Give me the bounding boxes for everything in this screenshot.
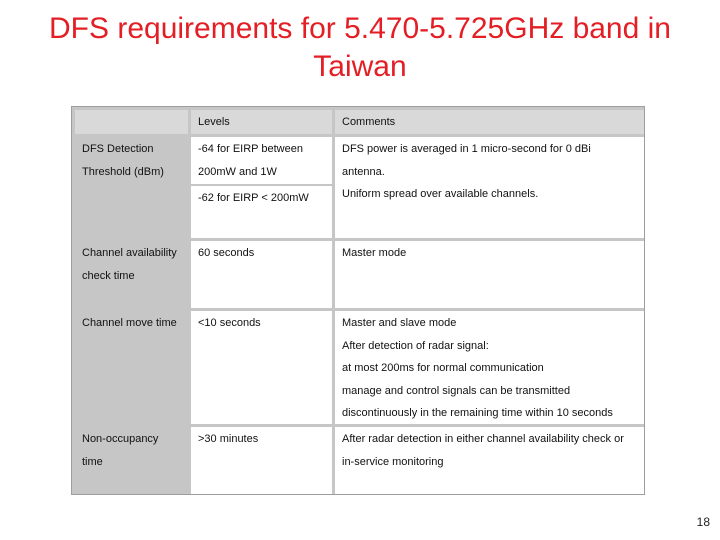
dfs-requirements-table <box>71 106 645 495</box>
row-not-levels-line-1: >30 minutes <box>198 433 259 445</box>
levels-line-3: -62 for EIRP < 200mW <box>198 192 309 204</box>
row-dfs-label-line-1: DFS Detection <box>82 143 154 155</box>
row-cac-levels <box>191 241 332 308</box>
page-number: 18 <box>696 515 710 529</box>
row-cac-comments <box>335 241 644 308</box>
row-not-levels <box>191 427 332 494</box>
comment-line-1: DFS power is averaged in 1 micro-second for 0 dBi <box>342 143 591 155</box>
header-cell-levels: Levels <box>191 110 332 134</box>
header-cell-comments: Comments <box>335 110 644 134</box>
row-dfs-levels-upper <box>191 137 332 184</box>
levels-line-1: -64 for EIRP between <box>198 143 303 155</box>
table-grid <box>72 107 644 494</box>
row-not-comment-line-2: in-service monitoring <box>342 455 444 468</box>
row-cac-comment-line-1: Master mode <box>342 247 407 259</box>
slide-title-line-2: Taiwan <box>313 50 407 83</box>
row-cmt-comment-line-4: manage and control signals can be transmitted <box>342 384 571 397</box>
header-cell-blank <box>75 110 188 134</box>
row-dfs-label <box>75 137 188 238</box>
row-cmt-comment-line-1: Master and slave mode <box>342 317 457 329</box>
row-cmt-levels <box>191 311 332 424</box>
row-not-label-line-2: time <box>82 455 103 468</box>
row-cac-label-line-1: Channel availability <box>82 247 177 259</box>
row-cmt-comments <box>335 311 644 424</box>
row-cmt-comment-line-5: discontinuously in the remaining time within 10 seconds <box>342 407 613 419</box>
row-dfs-comments <box>335 137 644 238</box>
row-cmt-comment-line-2: After detection of radar signal: <box>342 339 489 352</box>
comment-line-3: Uniform spread over available channels. <box>342 188 539 200</box>
comment-line-2: antenna. <box>342 165 385 178</box>
row-not-comments <box>335 427 644 494</box>
row-cmt-comment-line-3: at most 200ms for normal communication <box>342 362 544 374</box>
row-not-label <box>75 427 188 494</box>
row-cac-label <box>75 241 188 308</box>
row-cac-label-line-2: check time <box>82 269 135 282</box>
row-cmt-label-line-1: Channel move time <box>82 317 177 329</box>
row-dfs-levels-lower <box>191 186 332 238</box>
row-cac-levels-line-1: 60 seconds <box>198 247 255 259</box>
levels-line-2: 200mW and 1W <box>198 165 277 178</box>
row-cmt-levels-line-1: <10 seconds <box>198 317 261 329</box>
slide-title-line-1: DFS requirements for 5.470-5.725GHz band in <box>49 12 671 45</box>
slide-title <box>0 10 720 86</box>
row-not-comment-line-1: After radar detection in either channel availability check or <box>342 433 624 445</box>
row-dfs-label-line-2: Threshold (dBm) <box>82 165 164 178</box>
row-cmt-label <box>75 311 188 424</box>
row-not-label-line-1: Non-occupancy <box>82 433 159 445</box>
